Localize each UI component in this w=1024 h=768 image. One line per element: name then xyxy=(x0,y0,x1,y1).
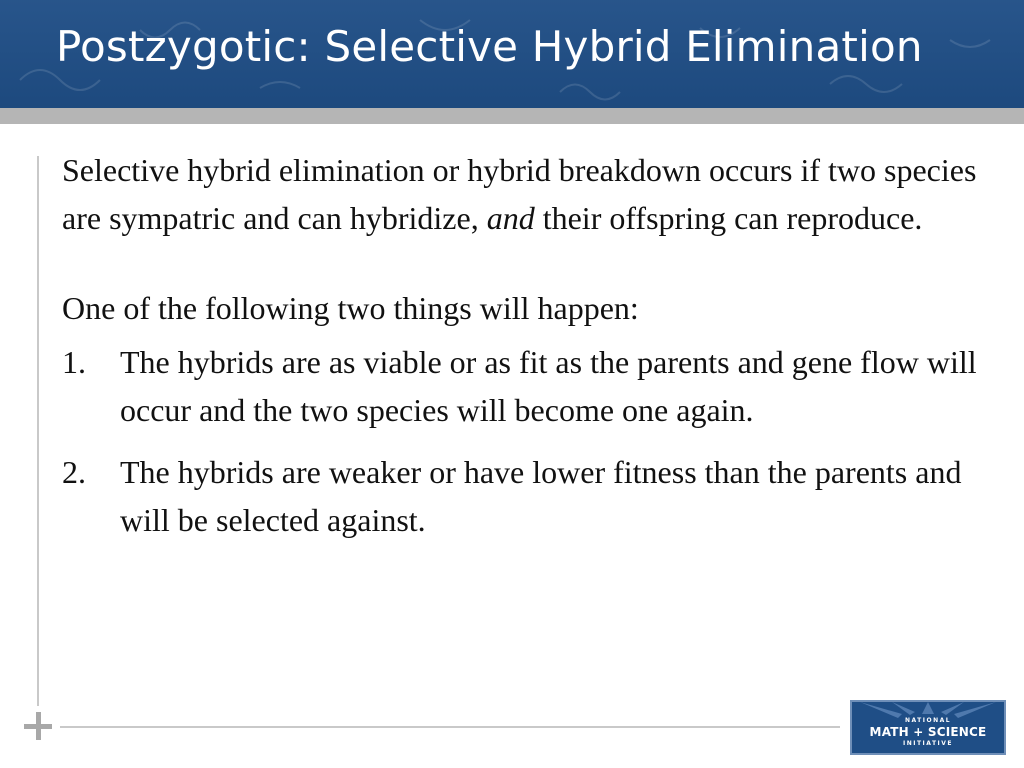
list-item-number: 1. xyxy=(62,344,86,380)
intro-paragraph xyxy=(62,146,982,242)
list-item xyxy=(62,448,982,544)
bottom-horizontal-rule xyxy=(60,726,840,728)
list-item xyxy=(62,338,982,434)
logo-line-initiative: INITIATIVE xyxy=(902,740,954,747)
list-item-text: The hybrids are weaker or have lower fitness than the parents and will be selected against. xyxy=(120,454,962,538)
title-underline xyxy=(0,108,1024,124)
title-bar xyxy=(0,0,1024,108)
left-vertical-rule xyxy=(37,156,39,706)
outcome-list xyxy=(62,338,982,544)
intro-text: Selective hybrid elimination or hybrid breakdown occurs if two species are sympatric and can hybridize, xyxy=(62,152,977,236)
slide-body xyxy=(62,146,982,558)
slide-title: Postzygotic: Selective Hybrid Elimination xyxy=(56,22,923,71)
plus-icon xyxy=(22,710,54,742)
list-item-number: 2. xyxy=(62,454,86,490)
logo-line-national: NATIONAL xyxy=(904,717,952,724)
nmsi-logo xyxy=(850,700,1006,755)
intro-emphasis: and xyxy=(486,200,535,236)
intro-text-end: their offspring can reproduce. xyxy=(534,200,923,236)
logo-line-math-science: MATH + SCIENCE xyxy=(869,725,987,739)
list-item-text: The hybrids are as viable or as fit as the parents and gene flow will occur and the two species will become one again. xyxy=(120,344,977,428)
lead-in-paragraph: One of the following two things will happen: xyxy=(62,290,639,326)
